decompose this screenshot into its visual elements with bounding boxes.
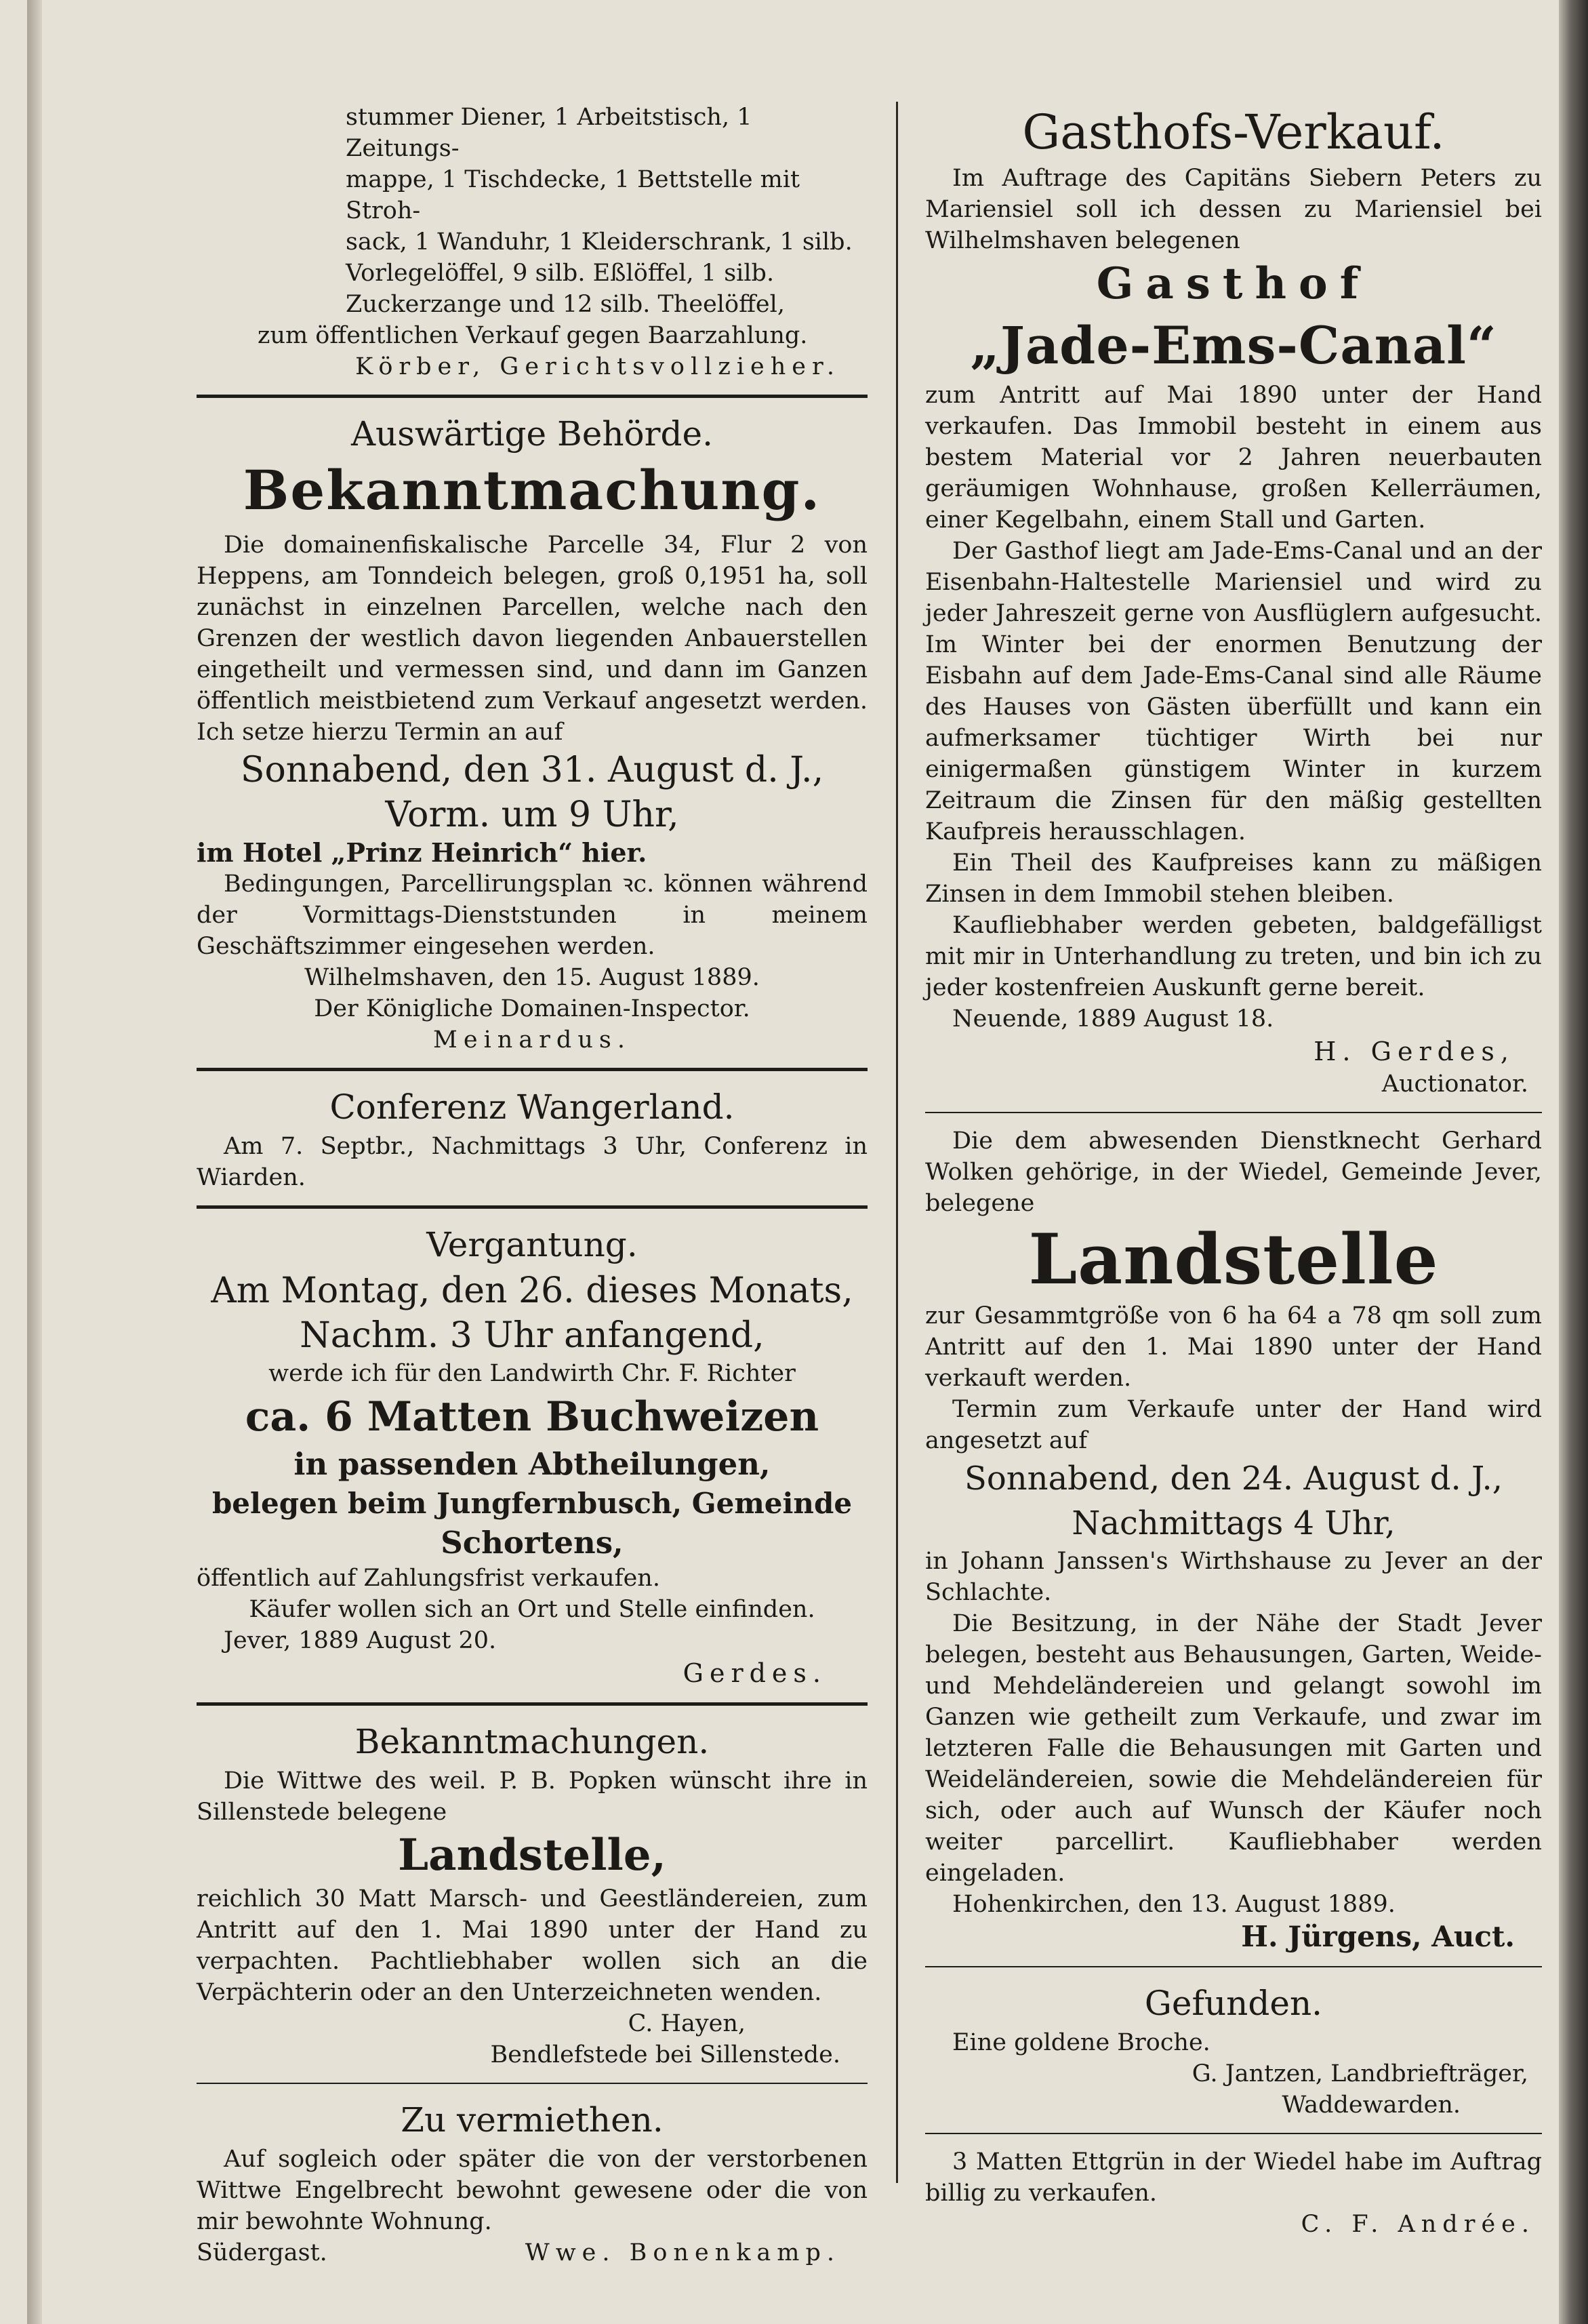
page-edge [1559,0,1588,2324]
ad-body: Am 7. Septbr., Nachmittags 3 Uhr, Conferenz in Wiarden. [197,1133,868,1191]
ad-body: Bedingungen, Parcellirungsplan ꝛc. können während der Vormittags-Dienststunden in meinem Geschäftszimmer eingesehen werden. [197,870,868,960]
ad-time: Vorm. um 9 Uhr, [385,795,679,835]
ad-office: Der Königliche Domainen-Inspector. [314,995,750,1022]
ad-body: 3 Matten Ettgrün in der Wiedel habe im Auftrag billig zu verkaufen. [925,2148,1542,2207]
ad-headline: „Jade-Ems-Canal“ [970,315,1497,376]
ad-line: stummer Diener, 1 Arbeitstisch, 1 Zeitungs- [346,104,752,162]
ad-date: Am Montag, den 26. dieses Monats, [211,1270,853,1311]
right-column [925,102,1542,2240]
ad-dateline: Jever, 1889 August 20. [224,1627,497,1654]
ad-line: sack, 1 Wanduhr, 1 Kleiderschrank, 1 silb. [346,228,853,256]
ad-line: Zuckerzange und 12 silb. Theelöffel, [346,291,785,318]
ad-sub: belegen beim Jungfernbusch, Gemeinde [211,1487,853,1520]
ad-title: Bekanntmachungen. [354,1722,710,1761]
ad-title: Vergantung. [426,1225,638,1264]
ad-line: Vorlegelöffel, 9 silb. Eßlöffel, 1 silb. [346,260,775,287]
ad-body: Kaufliebhaber werden gebeten, baldgefälligst mit mir in Unterhandlung zu treten, und bin ich zu jeder kostenfreien Auskunft gerne bereit. [925,912,1542,1001]
ad-sub: Schortens, [441,1525,624,1561]
ad-place: Bendlefstede bei Sillenstede. [490,2041,840,2068]
ad-body: Eine goldene Broche. [952,2029,1210,2056]
ad-gefunden [925,1980,1542,2121]
ad-signature: G. Jantzen, Landbriefträger, [1192,2060,1528,2087]
column-divider [896,102,898,2183]
ad-intro: werde ich für den Landwirth Chr. F. Richter [268,1360,796,1387]
ad-signature: Wwe. Bonenkamp. [525,2239,840,2266]
ad-signature: Meinardus. [433,1026,631,1054]
ad-signature: Körber, Gerichtsvollzieher. [355,353,840,380]
ad-body: öffentlich auf Zahlungsfrist verkaufen. [197,1565,660,1592]
ad-body: Termin zum Verkaufe unter der Hand wird angesetzt auf [925,1396,1542,1454]
ad-signature: H. Jürgens, Auct. [1241,1920,1515,1953]
ad-title: Bekanntmachung. [243,458,821,522]
ad-separator [925,1966,1542,1967]
ad-intro: Die dem abwesenden Dienstknecht Gerhard Wolken gehörige, in der Wiedel, Gemeinde Jever, belegene [925,1127,1542,1217]
ad-time: Nachm. 3 Uhr anfangend, [300,1315,765,1356]
ad-dateline: Wilhelmshaven, den 15. August 1889. [304,964,760,991]
ad-kicker: Auswärtige Behörde. [350,414,714,454]
ad-sub: Gasthof [1096,258,1371,309]
ad-separator [197,1205,868,1209]
ad-title: Gasthofs-Verkauf. [1022,104,1445,160]
ad-body: Die domainenfiskalische Parcelle 34, Flur 2 von Heppens, am Tonndeich belegen, groß 0,1951 ha, soll zunächst in einzelnen Parcellen, welche nach den Grenzen der westlich davon liegenden Anbauerstellen eingetheilt und vermessen sind, und dann im Ganzen öffentlich meistbietend zum Verkauf angesetzt werden. Ich setze hierzu Termin an auf [197,532,868,746]
ad-dateline: Neuende, 1889 August 18. [952,1005,1274,1033]
ad-headline: Landstelle [1028,1219,1439,1300]
ad-intro: Im Auftrage des Capitäns Siebern Peters zu Mariensiel soll ich dessen zu Mariensiel bei Wilhelmshaven belegenen [925,165,1542,254]
ad-date: Sonnabend, den 24. August d. J., [964,1460,1503,1498]
ad-signature: C. F. Andrée. [1301,2211,1535,2238]
ad-separator [925,2133,1542,2134]
ad-body: zum Antritt auf Mai 1890 unter der Hand verkaufen. Das Immobil besteht in einem aus bestem Material vor 2 Jahren neuerbauten geräumigen Wohnhause, großen Kellerräumen, einer Kegelbahn, einem Stall und Garten. [925,382,1542,534]
ad-place: im Hotel „Prinz Heinrich“ hier. [197,837,647,868]
ad-separator [925,1112,1542,1113]
ad-body: Käufer wollen sich an Ort und Stelle einfinden. [249,1596,815,1623]
ad-place: in Johann Janssen's Wirthshause zu Jever an der Schlachte. [925,1548,1542,1606]
ad-sub: in passenden Abtheilungen, [293,1446,771,1482]
ad-body: reichlich 30 Matt Marsch- und Geestländereien, zum Antritt auf den 1. Mai 1890 unter der Hand zu verpachten. Pachtliebhaber wollen sich an die Verpächterin oder an den Unterzeichneten wenden. [197,1885,868,2006]
binding-spine [27,0,42,2324]
ad-title: Zu vermiethen. [401,2100,664,2140]
ad-headline: ca. 6 Matten Buchweizen [245,1393,819,1441]
ad-bekanntmachung [197,410,868,1056]
ad-body: Der Gasthof liegt am Jade-Ems-Canal und an der Eisenbahn-Haltestelle Mariensiel und wird zu jeder Jahreszeit gerne von Ausflüglern aufgesucht. Im Winter bei der enormen Benutzung der Eisbahn auf dem Jade-Ems-Canal sind alle Räume des Hauses von Gästen überfüllt und kann ein aufmerksamer tüchtiger Wirth bei nur einigermaßen günstigem Winter in kurzem Zeitraum die Zinsen für den mäßig gestellten Kaufpreis herausschlagen. [925,538,1542,845]
ad-dateline: Hohenkirchen, den 13. August 1889. [952,1891,1396,1918]
ad-ettgruen [925,2146,1542,2240]
ad-footer [197,2237,868,2268]
left-column [197,102,868,2268]
ad-separator [197,2083,868,2084]
ad-role: Auctionator. [1381,1070,1528,1098]
ad-body: Auf sogleich oder später die von der verstorbenen Wittwe Engelbrecht bewohnt gewesene oder die von mir bewohnte Wohnung. [197,2146,868,2235]
ad-signature: H. Gerdes, [1314,1037,1515,1066]
ad-gasthofs-verkauf [925,102,1542,1100]
ad-signature: Gerdes. [683,1658,827,1688]
ad-line: zum öffentlichen Verkauf gegen Baarzahlung. [258,322,808,349]
ad-body: Die Wittwe des weil. P. B. Popken wünscht ihre in Sillenstede belegene [197,1767,868,1826]
ad-line: mappe, 1 Tischdecke, 1 Bettstelle mit Stroh- [346,166,800,224]
ad-title: Gefunden. [1144,1984,1323,2023]
ad-body: zur Gesammtgröße von 6 ha 64 a 78 qm soll zum Antritt auf den 1. Mai 1890 unter der Hand verkauft werden. [925,1302,1542,1392]
ad-body: Ein Theil des Kaufpreises kann zu mäßigen Zinsen in dem Immobil stehen bleiben. [925,849,1542,908]
ad-landstelle [925,1125,1542,1954]
ad-bekanntmachungen [197,1718,868,2070]
ad-place: Waddewarden. [1282,2091,1461,2119]
ad-vergantung [197,1221,868,1690]
ad-date: Sonnabend, den 31. August d. J., [240,750,824,790]
ad-separator [197,1068,868,1071]
ad-estate-sale [197,102,868,382]
ad-body: Die Besitzung, in der Nähe der Stadt Jever belegen, besteht aus Behausungen, Garten, Weide- und Mehdeländereien und gelangt sowohl im Ganzen wie getheilt zum Verkaufe, und zwar im letzteren Falle die Behausungen mit Garten und Weideländereien, sowie die Mehdeländereien für sich, oder auch auf Wunsch der Käufer noch weiter parcellirt. Kaufliebhaber werden eingeladen. [925,1610,1542,1887]
ad-signature: C. Hayen, [628,2010,746,2037]
ad-title: Conferenz Wangerland. [329,1087,735,1127]
ad-time: Nachmittags 4 Uhr, [1072,1504,1396,1542]
ad-zu-vermiethen [197,2096,868,2268]
ad-headline: Landstelle, [398,1830,666,1881]
ad-conferenz [197,1083,868,1193]
ad-separator [197,1702,868,1706]
ad-separator [197,395,868,398]
ad-place: Südergast. [197,2239,327,2266]
